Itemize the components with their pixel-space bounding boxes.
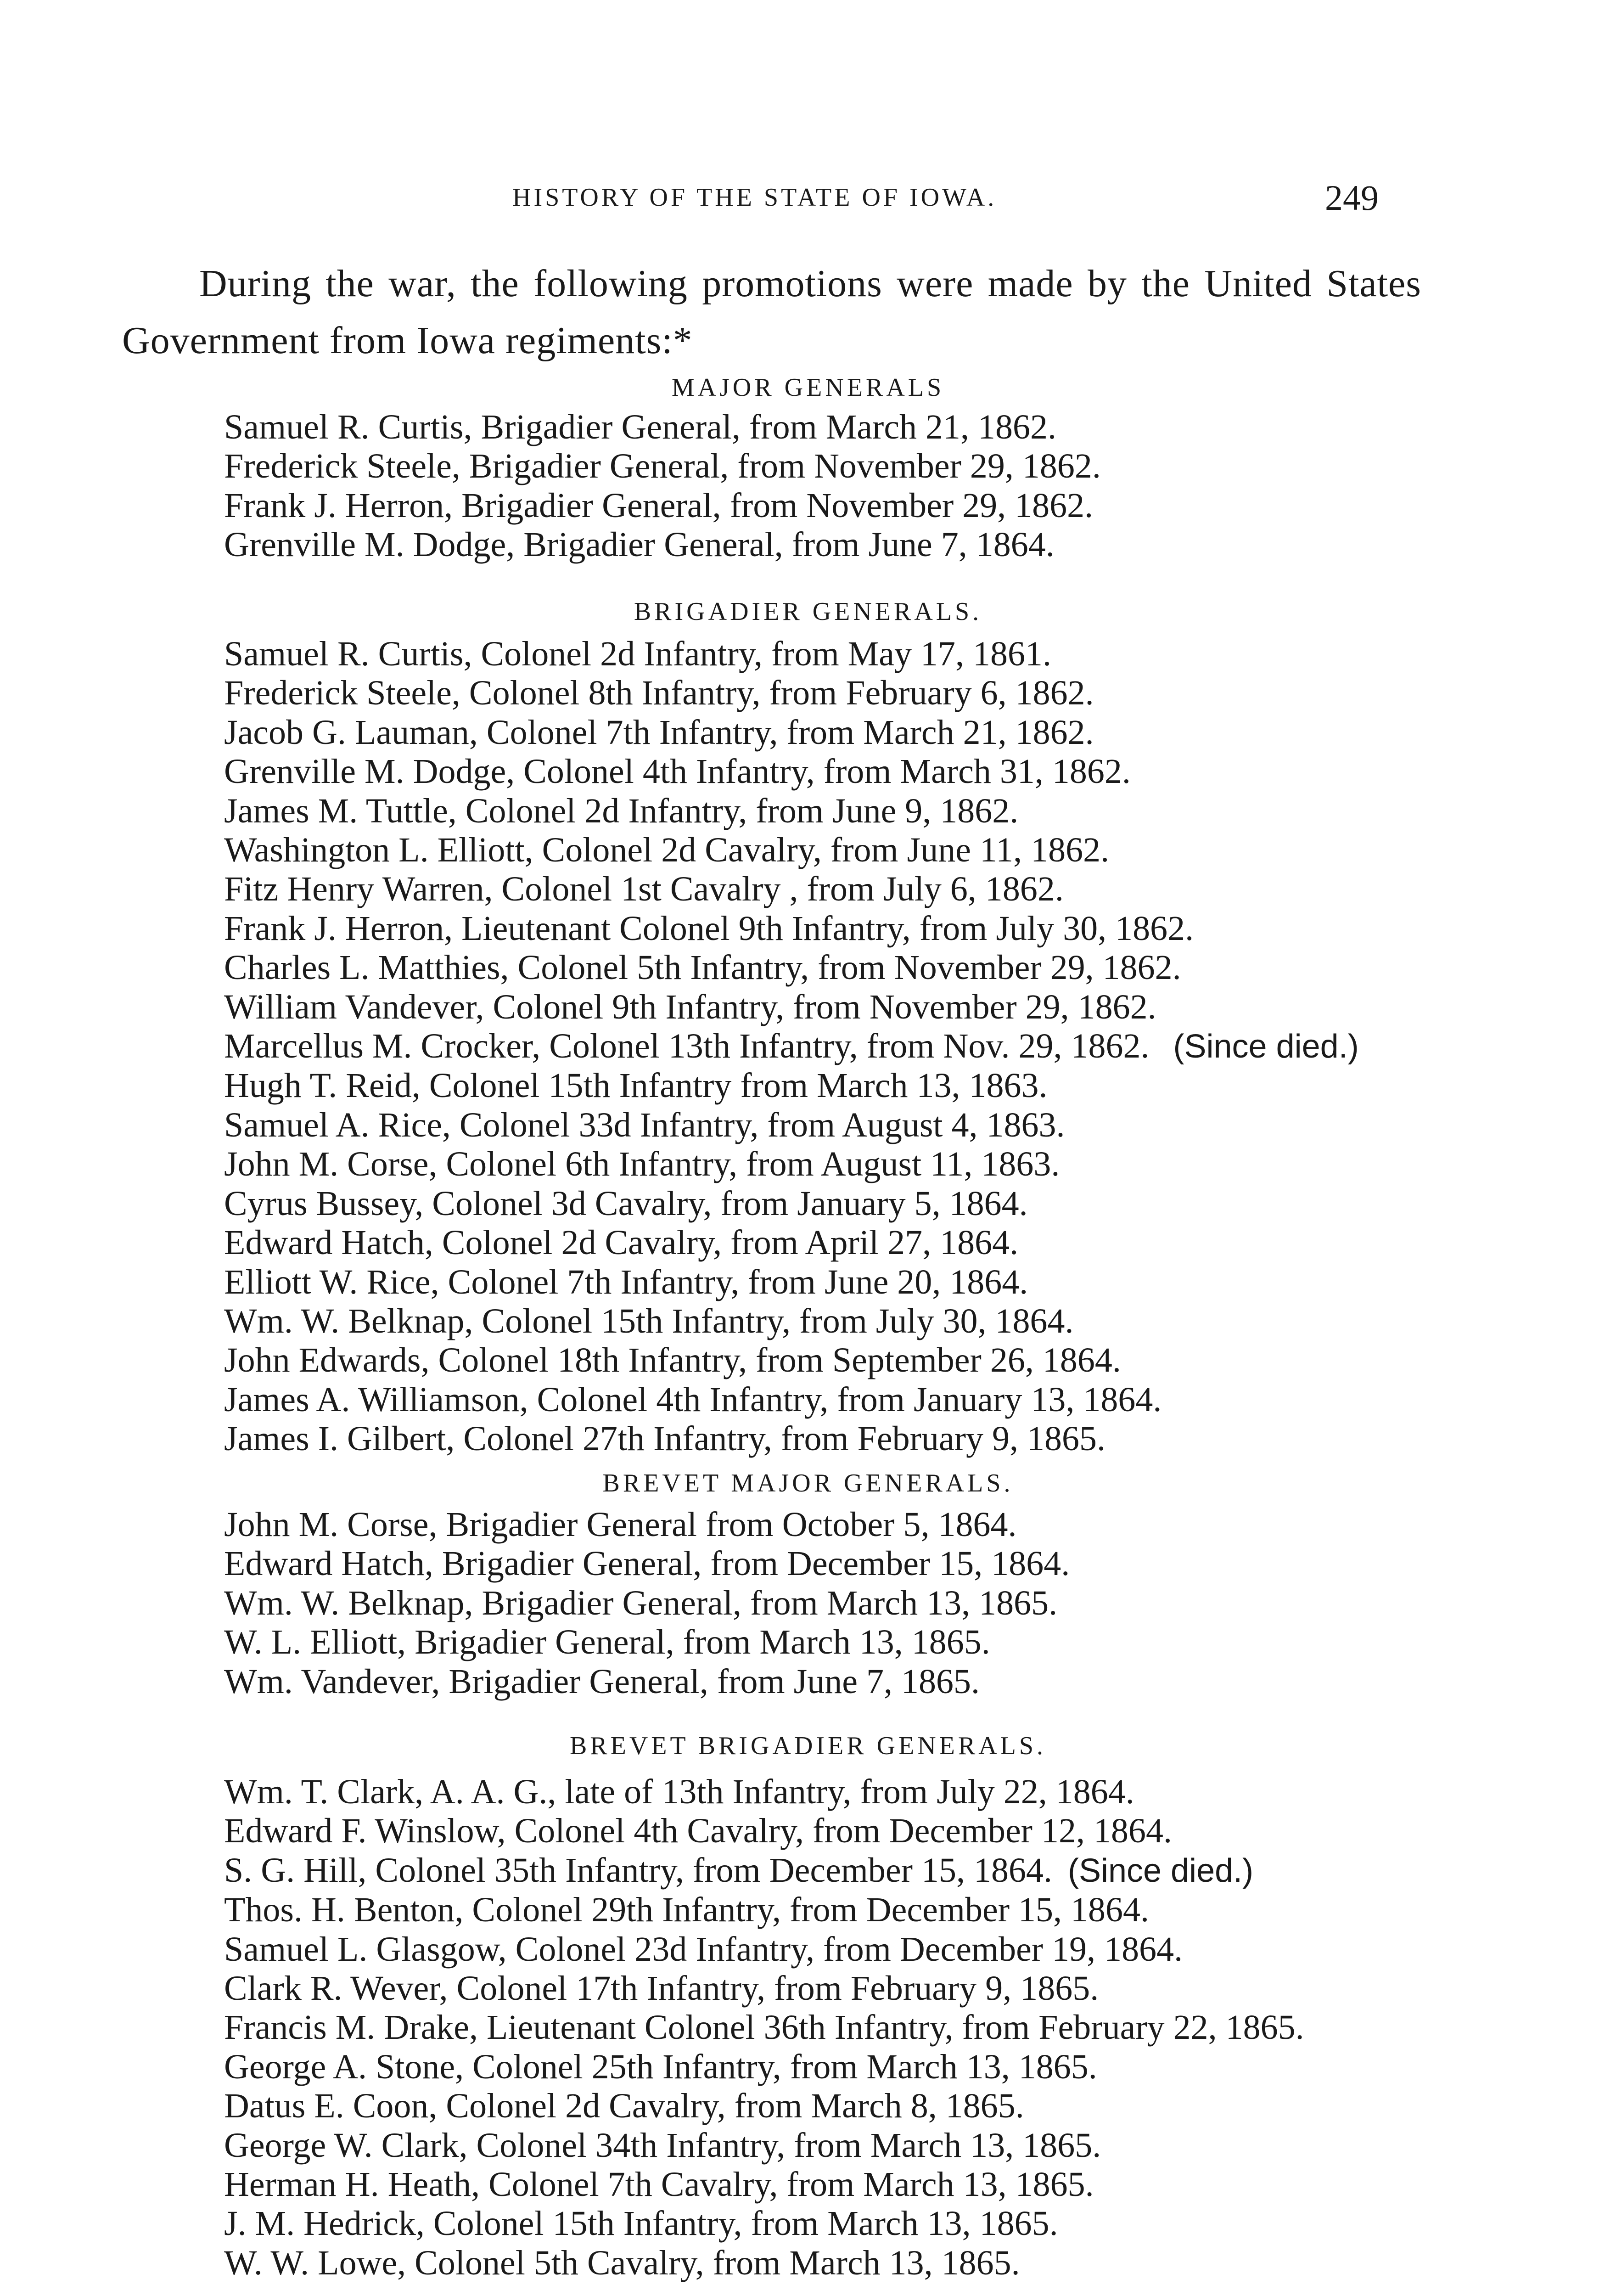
since-died-note: (Since died.) bbox=[1067, 1852, 1254, 1889]
list-item: J. M. Hedrick, Colonel 15th Infantry, from March 13, 1865. bbox=[224, 2204, 1058, 2243]
major-generals-list bbox=[224, 408, 1101, 565]
list-item: W. L. Elliott, Brigadier General, from March 13, 1865. bbox=[224, 1623, 990, 1662]
list-item: Datus E. Coon, Colonel 2d Cavalry, from March 8, 1865. bbox=[224, 2087, 1024, 2126]
list-item: Washington L. Elliott, Colonel 2d Cavalry, from June 11, 1862. bbox=[224, 831, 1110, 870]
section-heading-major-generals: MAJOR GENERALS bbox=[671, 373, 945, 402]
list-item: James A. Williamson, Colonel 4th Infantry, from January 13, 1864. bbox=[224, 1380, 1162, 1419]
list-item: Clark R. Wever, Colonel 17th Infantry, from February 9, 1865. bbox=[224, 1969, 1099, 2008]
list-item: Edward Hatch, Colonel 2d Cavalry, from April 27, 1864. bbox=[224, 1223, 1019, 1262]
list-item: W. W. Lowe, Colonel 5th Cavalry, from March 13, 1865. bbox=[224, 2243, 1020, 2282]
list-item: Fitz Henry Warren, Colonel 1st Cavalry , from July 6, 1862. bbox=[224, 870, 1064, 909]
brevet-brigadier-generals-list bbox=[224, 1773, 1304, 2283]
running-title: HISTORY OF THE STATE OF IOWA. bbox=[512, 183, 997, 212]
intro-paragraph: During the war, the following promotions were made by the United States Government from Iowa regiments:* bbox=[122, 262, 1421, 362]
list-item: Samuel A. Rice, Colonel 33d Infantry, from August 4, 1863. bbox=[224, 1105, 1065, 1144]
brigadier-generals-list bbox=[224, 635, 1359, 1459]
list-item: Wm. W. Belknap, Colonel 15th Infantry, from July 30, 1864. bbox=[224, 1301, 1074, 1340]
list-item bbox=[224, 1851, 1304, 1891]
page-number: 249 bbox=[1325, 178, 1379, 218]
list-item: Grenville M. Dodge, Colonel 4th Infantry, from March 31, 1862. bbox=[224, 752, 1131, 791]
list-item: Hugh T. Reid, Colonel 15th Infantry from March 13, 1863. bbox=[224, 1066, 1048, 1105]
list-item: Wm. T. Clark, A. A. G., late of 13th Infantry, from July 22, 1864. bbox=[224, 1773, 1134, 1811]
list-item: George A. Stone, Colonel 25th Infantry, from March 13, 1865. bbox=[224, 2047, 1097, 2086]
list-item: Frank J. Herron, Brigadier General, from November 29, 1862. bbox=[224, 486, 1094, 525]
brevet-major-generals-list bbox=[224, 1505, 1070, 1701]
list-item: Herman H. Heath, Colonel 7th Cavalry, from March 13, 1865. bbox=[224, 2165, 1094, 2204]
list-item: Cyrus Bussey, Colonel 3d Cavalry, from January 5, 1864. bbox=[224, 1184, 1028, 1223]
entry-text: Marcellus M. Crocker, Colonel 13th Infantry, from Nov. 29, 1862. bbox=[224, 1027, 1150, 1066]
list-item: Thos. H. Benton, Colonel 29th Infantry, from December 15, 1864. bbox=[224, 1891, 1150, 1930]
section-heading-brevet-brigadier-generals: BREVET BRIGADIER GENERALS. bbox=[569, 1732, 1047, 1760]
list-item: Grenville M. Dodge, Brigadier General, from June 7, 1864. bbox=[224, 525, 1055, 564]
list-item: Frank J. Herron, Lieutenant Colonel 9th Infantry, from July 30, 1862. bbox=[224, 909, 1194, 948]
list-item: Samuel R. Curtis, Colonel 2d Infantry, from May 17, 1861. bbox=[224, 635, 1051, 673]
section-heading-brevet-major-generals: BREVET MAJOR GENERALS. bbox=[602, 1469, 1014, 1497]
list-item: Edward F. Winslow, Colonel 4th Cavalry, from December 12, 1864. bbox=[224, 1812, 1172, 1851]
list-item: Frederick Steele, Brigadier General, from November 29, 1862. bbox=[224, 447, 1101, 486]
section-heading-brigadier-generals: BRIGADIER GENERALS. bbox=[634, 597, 982, 626]
list-item: John M. Corse, Colonel 6th Infantry, from August 11, 1863. bbox=[224, 1145, 1060, 1184]
entry-text: S. G. Hill, Colonel 35th Infantry, from December 15, 1864. bbox=[224, 1851, 1052, 1890]
list-item bbox=[224, 1027, 1359, 1066]
list-item: James I. Gilbert, Colonel 27th Infantry, from February 9, 1865. bbox=[224, 1419, 1106, 1458]
list-item: Charles L. Matthies, Colonel 5th Infantry, from November 29, 1862. bbox=[224, 948, 1181, 987]
list-item: Edward Hatch, Brigadier General, from December 15, 1864. bbox=[224, 1544, 1070, 1583]
list-item: George W. Clark, Colonel 34th Infantry, from March 13, 1865. bbox=[224, 2126, 1101, 2165]
list-item: James M. Tuttle, Colonel 2d Infantry, from June 9, 1862. bbox=[224, 791, 1019, 830]
list-item: Elliott W. Rice, Colonel 7th Infantry, from June 20, 1864. bbox=[224, 1262, 1028, 1301]
list-item: Wm. W. Belknap, Brigadier General, from March 13, 1865. bbox=[224, 1583, 1058, 1622]
list-item: Wm. Vandever, Brigadier General, from June 7, 1865. bbox=[224, 1662, 980, 1701]
list-item: Samuel R. Curtis, Brigadier General, from March 21, 1862. bbox=[224, 408, 1057, 446]
list-item: Francis M. Drake, Lieutenant Colonel 36th Infantry, from February 22, 1865. bbox=[224, 2008, 1304, 2047]
list-item: Frederick Steele, Colonel 8th Infantry, from February 6, 1862. bbox=[224, 674, 1094, 713]
list-item: Jacob G. Lauman, Colonel 7th Infantry, from March 21, 1862. bbox=[224, 713, 1094, 752]
list-item: William Vandever, Colonel 9th Infantry, from November 29, 1862. bbox=[224, 987, 1156, 1026]
list-item: Samuel L. Glasgow, Colonel 23d Infantry, from December 19, 1864. bbox=[224, 1930, 1183, 1969]
since-died-note: (Since died.) bbox=[1173, 1028, 1359, 1065]
list-item: John M. Corse, Brigadier General from October 5, 1864. bbox=[224, 1505, 1017, 1544]
list-item: John Edwards, Colonel 18th Infantry, from September 26, 1864. bbox=[224, 1341, 1121, 1380]
